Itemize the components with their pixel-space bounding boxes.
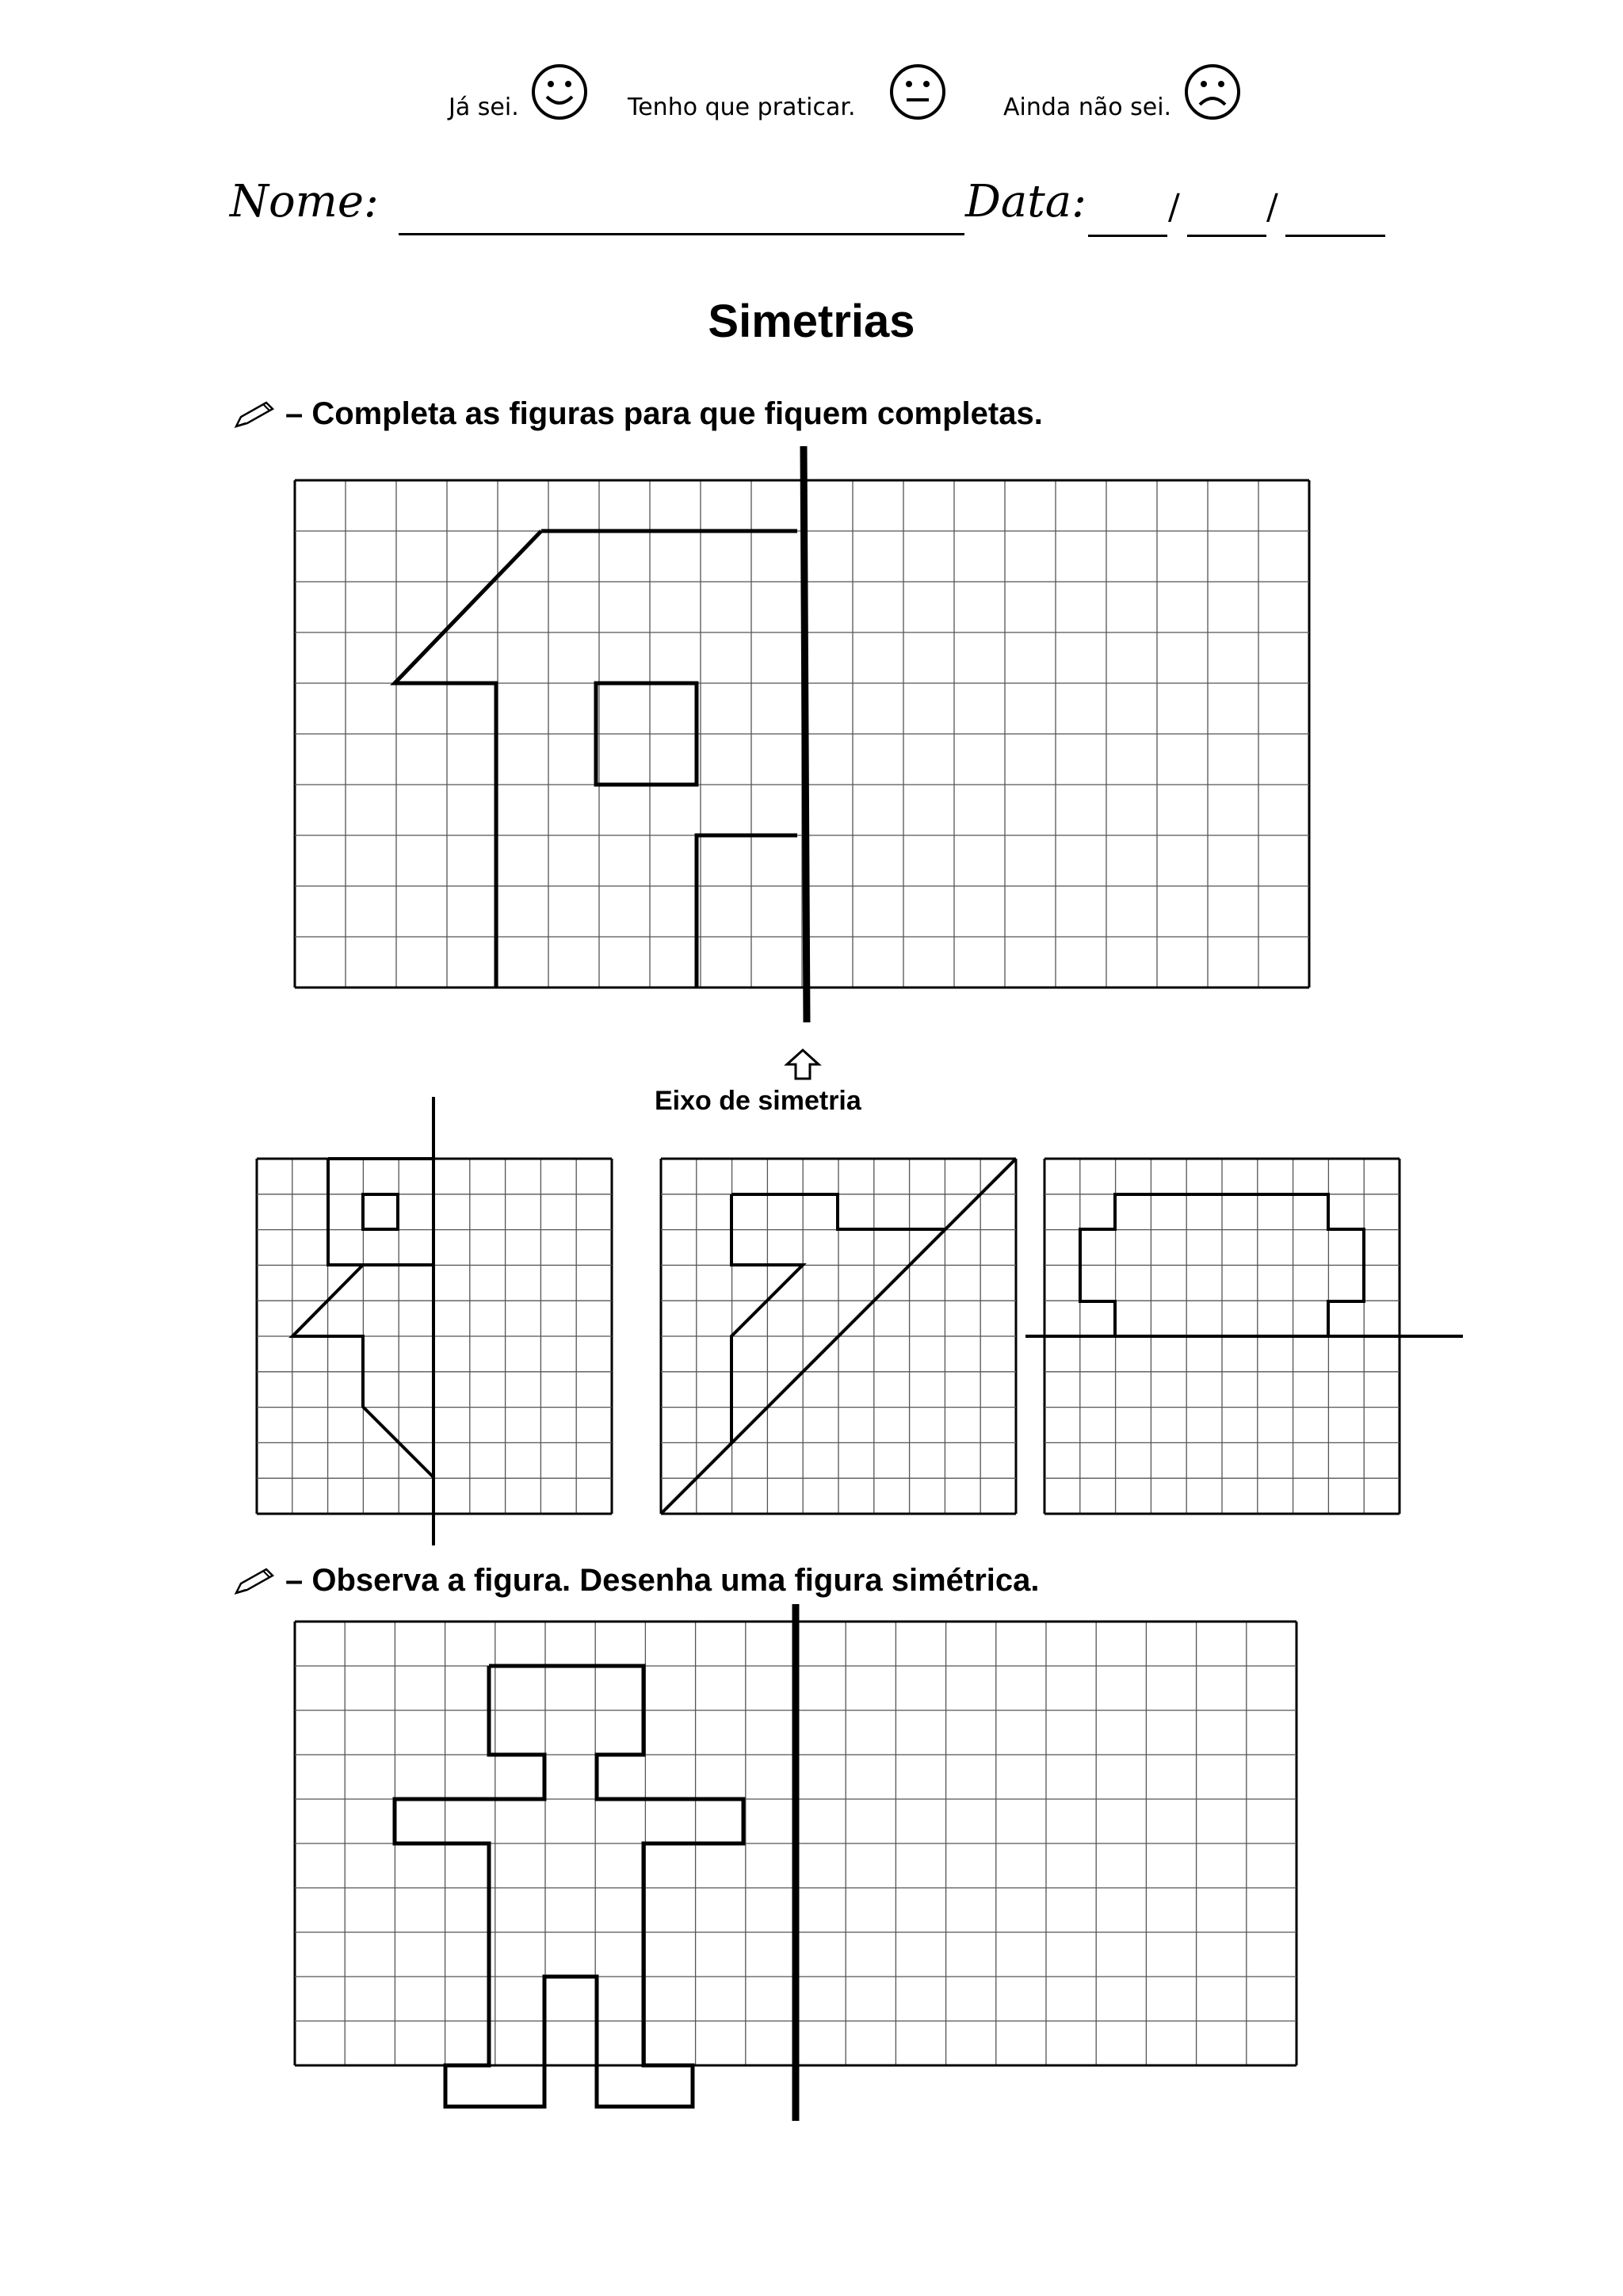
page-title: Simetrias — [708, 296, 915, 347]
symmetry-grid-robot[interactable] — [295, 1622, 1298, 2113]
self-assess-label-2: Tenho que praticar. — [628, 94, 856, 121]
date-day-field[interactable] — [1088, 235, 1167, 237]
pencil-icon — [231, 1566, 277, 1598]
smiley-sad-icon — [1182, 62, 1243, 122]
date-separator: / — [1168, 187, 1180, 227]
symmetry-grid-small-3[interactable] — [1044, 1159, 1472, 1523]
figure-top — [731, 1194, 945, 1229]
date-label: Data: — [965, 176, 1087, 227]
arrow-up-icon — [783, 1048, 823, 1081]
symmetry-grid-small-1[interactable] — [257, 1122, 621, 1566]
house-door — [697, 835, 797, 988]
symmetry-grid-house[interactable] — [295, 450, 1309, 1021]
figure-square — [328, 1159, 433, 1265]
date-year-field[interactable] — [1285, 235, 1385, 237]
date-month-field[interactable] — [1187, 235, 1266, 237]
figure-inner-square — [363, 1194, 398, 1229]
name-label: Nome: — [230, 176, 379, 227]
figure-robot — [395, 1666, 743, 2107]
instruction-1 — [231, 396, 1043, 432]
symmetry-grid-small-2[interactable] — [661, 1159, 1025, 1523]
name-field[interactable] — [399, 233, 964, 235]
instruction-2-text: – Observa a figura. Desenha uma figura simétrica. — [285, 1563, 1040, 1598]
self-assess-label-1: Já sei. — [449, 94, 519, 121]
house-outline — [395, 531, 541, 988]
smiley-neutral-icon — [888, 62, 948, 122]
instruction-1-text: – Completa as figuras para que fiquem completas. — [285, 396, 1043, 431]
pencil-icon — [231, 399, 277, 431]
date-separator: / — [1266, 187, 1278, 227]
instruction-2 — [231, 1563, 1039, 1599]
self-assess-label-3: Ainda não sei. — [1003, 94, 1172, 121]
axis-of-symmetry — [804, 446, 807, 1022]
smiley-happy-icon — [529, 62, 590, 122]
axis-caption: Eixo de simetria — [655, 1086, 861, 1116]
